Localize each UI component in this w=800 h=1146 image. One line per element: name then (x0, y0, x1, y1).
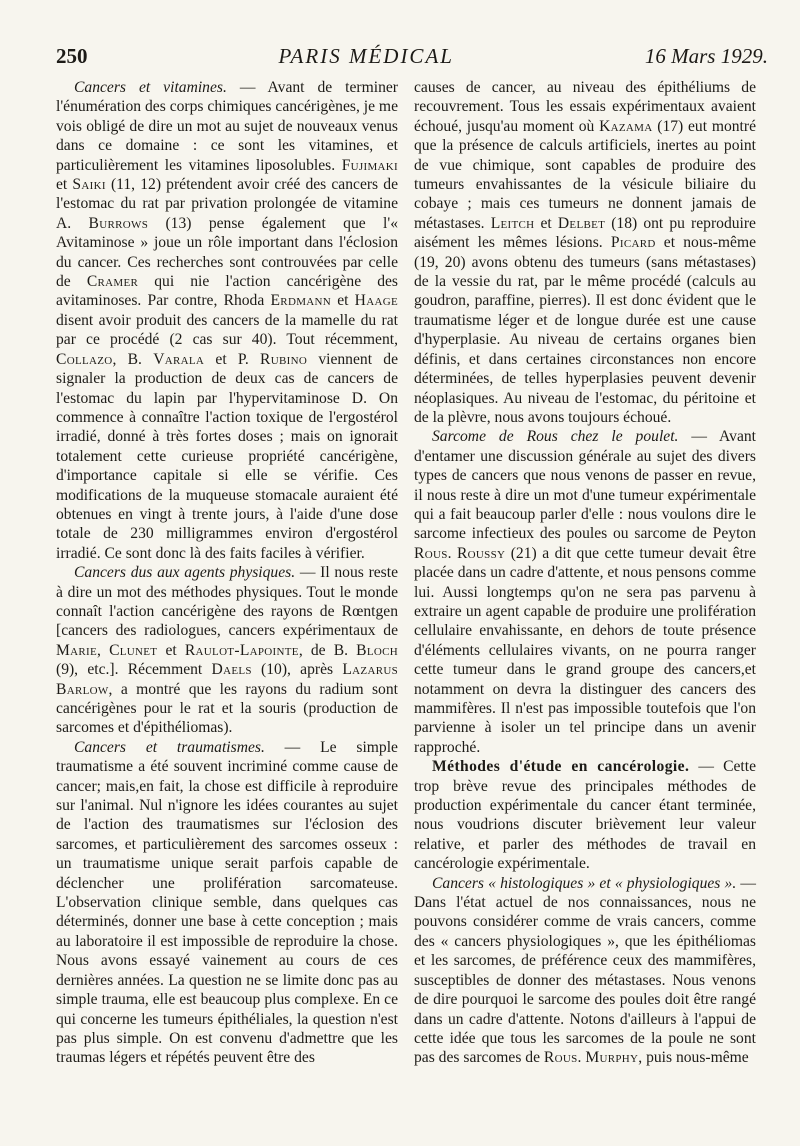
running-header (56, 44, 768, 74)
section-heading: Cancers et traumatismes. (74, 738, 265, 756)
author-name: Rubino (260, 350, 308, 368)
author-name: Erdmann (270, 292, 332, 310)
right-column (414, 78, 756, 1068)
paragraph-methodes-etude: Méthodes d'étude en cancérologie. — Cette trop brève revue des principales méthodes de production expérimentale du cancer étant terminée, nous voudrions discuter brièvement leur valeur relative, et parler des méthodes de travail en cancérologie expérimentale. (414, 758, 756, 873)
section-heading: Cancers « histologiques » et « physiologiques ». (432, 874, 737, 892)
author-name: Delbet (557, 214, 606, 232)
journal-title: PARIS MÉDICAL (278, 44, 454, 68)
section-heading: Cancers dus aux agents physiques. (74, 564, 296, 582)
author-name: Varala (153, 350, 205, 368)
author-name: Clunet (109, 641, 158, 659)
author-name: Lazarus Barlow (56, 661, 398, 698)
author-name: Haage (354, 292, 398, 310)
author-name: Saiki (72, 176, 106, 194)
page-number: 250 (56, 44, 88, 68)
author-name: Kazama (599, 117, 653, 135)
section-heading: Cancers et vitamines. (74, 79, 227, 96)
author-name: Daels (211, 661, 252, 679)
paragraph-traumatismes-continued: causes de cancer, au niveau des épithéliums de recouvrement. Tous les essais expérimentaux avaient échoué, jusqu'au moment où Kazama (17) eut montré que la présence de calculs artificiels, inertes au point de vue chimique, sont capables de produire des tumeurs envahissantes de la vésicule biliaire du cobaye ; mais ces tumeurs ne donnent jamais de métastases. Leitch et Delbet (18) ont pu reproduire aisément les mêmes lésions. Picard et nous-même (19, 20) avons obtenu des tumeurs (sans métastases) de la vessie du rat, par le même procédé (calculs au goudron, paraffine, pierres). Il est donc évident que le traumatisme léger et de longue durée est une cause d'hyperplasie. Au niveau de certains organes bien définis, et dans certaines circonstances non encore déterminées, de telles hyperplasies peuvent devenir néoplasiques. Au niveau de l'estomac, du péritoine et de la plèvre, nous avons toujours échoué. (414, 79, 756, 426)
author-name: Marie (56, 641, 98, 659)
author-name: Collazo (56, 350, 113, 368)
section-heading: Méthodes d'étude en cancérologie. (432, 758, 690, 776)
paragraph-cancers-vitamines: Cancers et vitamines. — Avant de terminer l'énumération des corps chimiques cancérigènes, je me vois obligé de dire un mot au sujet de nouveaux venus dans ce domaine : ce sont les vitamines, et particulièrement les vitamines liposolubles. Fujimaki et Saiki (11, 12) prétendent avoir créé des cancers de l'estomac du rat par privation prolongée de vitamine A. Burrows (13) pense également que l'« Avitaminose » joue un rôle important dans l'éclosion du cancer. Ces recherches sont controuvées par celle de Cramer qui nie l'action cancérigène des avitaminoses. Par contre, Rhoda Erdmann et Haage disent avoir produit des cancers de la mamelle du rat par ce procédé (2 cas sur 40). Tout récemment, Collazo, B. Varala et P. Rubino viennent de signaler la production de deux cas de cancers de l'estomac du lapin par l'hypervitaminose D. On commence à connaître l'action toxique de l'ergostérol irradié, donné à très fortes doses ; mais on ignorait totalement cette curieuse propriété cancérigène, d'importance capitale si elle se vérifie. Ces modifications de la muqueuse stomacale auraient été obtenues en vingt à trente jours, à l'aide d'une dose totale de 230 milligrammes environ d'ergostérol irradié. Ce sont donc là des faits faciles à vérifier. (56, 79, 399, 562)
paragraph-traumatismes: Cancers et traumatismes. — Le simple traumatisme a été souvent incriminé comme cause de cancer; mais,en fait, la chose est difficile à reproduire sur l'animal. Nul n'ignore les idées courantes au sujet de l'action des traumatismes sur l'éclosion des sarcomes, et particulièrement des sarcomes osseux : un traumatisme unique serait parfois capable de déclencher une prolifération sarcomateuse. L'observation clinique semble, dans quelques cas déterminés, donner une base à cette conception ; mais au laboratoire il est impossible de reproduire la chose. Nous avons essayé vainement au cours de ces dernières années. La question ne se limite donc pas au simple trauma, elle est beaucoup plus complexe. En ce qui concerne les tumeurs épithéliales, la question n'est pas plus simple. On est convenu d'admettre que les traumas légers et répétés peuvent être des (56, 738, 398, 1067)
paragraph-agents-physiques: Cancers dus aux agents physiques. — Il nous reste à dire un mot des méthodes physiques. Tout le monde connaît l'action cancérigène des rayons de Rœntgen [cancers des radiologues, cancers expérimentaux de Marie, Clunet et Raulot-Lapointe, de B. Bloch (9), etc.]. Récemment Daels (10), après Lazarus Barlow, a montré que les rayons du radium sont cancérigènes pour le rat et la souris (production de sarcomes et d'épithéliomas). (56, 564, 398, 737)
issue-date: 16 Mars 1929. (644, 44, 768, 68)
author-name: Murphy (585, 1049, 639, 1067)
paragraph-sarcome-rous: Sarcome de Rous chez le poulet. — Avant d'entamer une discussion générale au sujet des divers types de cancers que nous venons de passer en revue, il nous reste à dire un mot d'une tumeur expérimentale qui a fait beaucoup parler d'elle : nous voulons dire le sarcome infectieux des poules ou sarcome de Peyton Rous. Roussy (21) a dit que cette tumeur devait être placée dans un cadre d'attente, et nous pensons comme lui. Aussi longtemps qu'on ne sera pas parvenu à extraire un agent capable de produire une prolifération cellulaire envahissante, en dehors de toute présence d'éléments cellulaires vivants, on ne pourra ranger cette tumeur dans le grand groupe des cancers,et notamment on devra la distinguer des cancers des mammifères. Il n'est pas impossible toutefois que l'on parvienne à isoler un tel principe dans un avenir rapproché. (414, 428, 757, 756)
author-name: Raulot-Lapointe (184, 641, 299, 659)
author-name: Picard (610, 234, 656, 252)
author-name: Burrows (88, 214, 149, 232)
author-name: Rous (543, 1049, 578, 1067)
paragraph-cancers-histologiques: Cancers « histologiques » et « physiologiques ». — Dans l'état actuel de nos connaissances, nous ne pouvons considérer comme de vrais cancers, comme des « cancers physiologiques », que les épithéliomas et les sarcomes, de préférence ceux des mammifères, susceptibles de donner des métastases. Nous venons de dire pourquoi le sarcome des poules doit être rangé dans un cadre d'attente. Notons d'ailleurs à l'appui de cette idée que tous les sarcomes de la poule ne sont pas des sarcomes de Rous. Murphy, puis nous-même (414, 874, 756, 1067)
author-name: Cramer (86, 273, 139, 291)
author-name: Rous (414, 544, 448, 562)
author-name: Roussy (456, 544, 506, 562)
section-heading: Sarcome de Rous chez le poulet. (432, 428, 679, 446)
author-name: Leitch (490, 214, 535, 232)
left-column (56, 78, 398, 1068)
author-name: Bloch (356, 641, 398, 659)
author-name: Fujimaki (341, 156, 398, 174)
